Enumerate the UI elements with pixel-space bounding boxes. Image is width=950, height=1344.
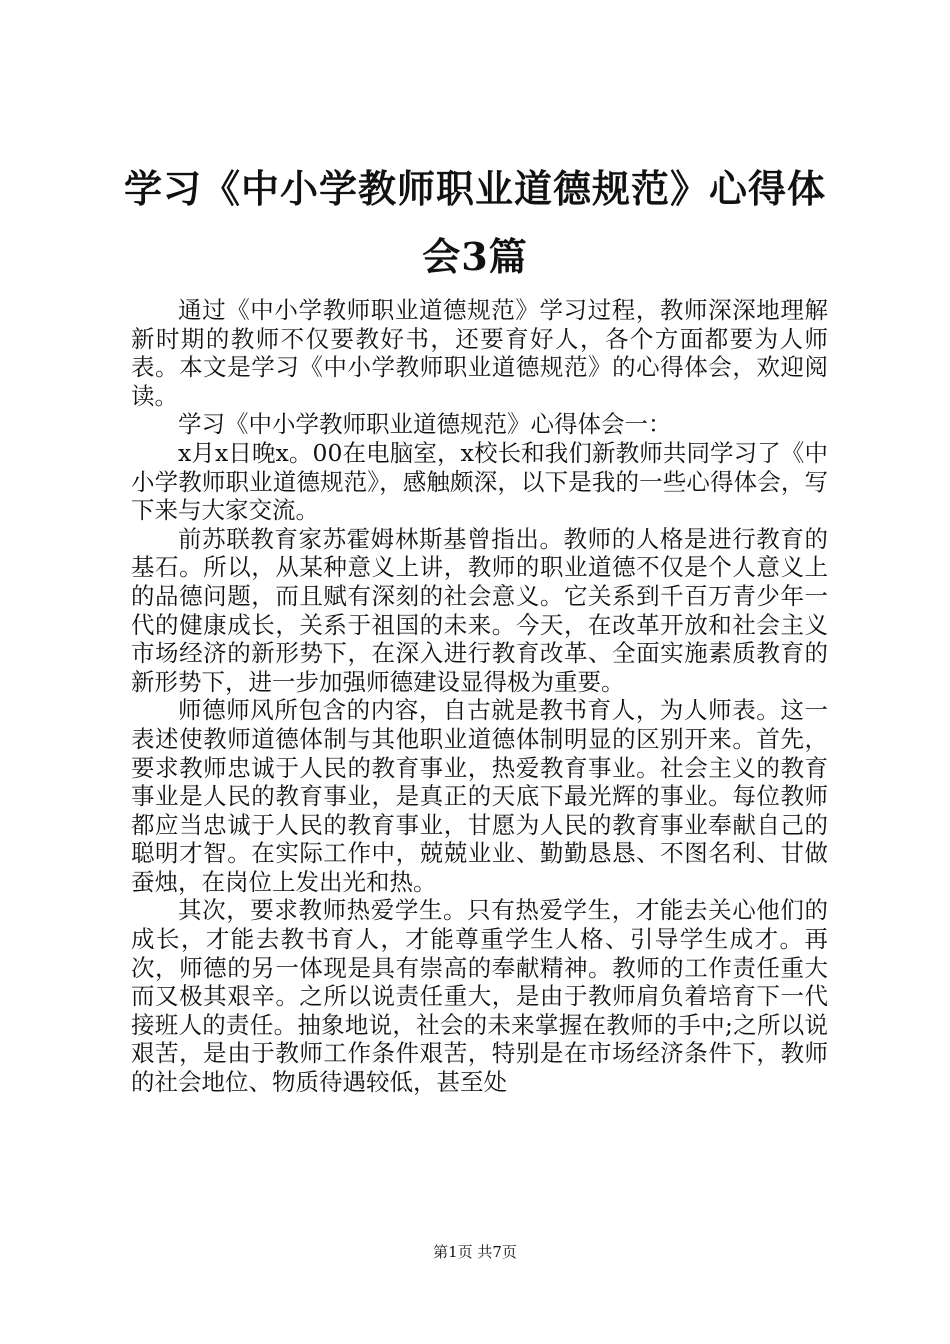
document-body [131,296,828,1097]
document-title: 学习《中小学教师职业道德规范》心得体会3篇 [123,166,826,279]
paragraph: 其次，要求教师热爱学生。只有热爱学生，才能去关心他们的成长，才能去教书育人，才能尊重学生人格、引导学生成才。再次，师德的另一体现是具有崇高的奉献精神。教师的工作责任重大而又极其艰辛。之所以说责任重大，是由于教师肩负着培育下一代接班人的责任。抽象地说，社会的未来掌握在教师的手中;之所以说艰苦，是由于教师工作条件艰苦，特别是在市场经济条件下，教师的社会地位、物质待遇较低，甚至处 [131,896,828,1097]
page-number-footer: 第1页 共7页 [433,1243,517,1261]
section-heading: 学习《中小学教师职业道德规范》心得体会一： [178,410,672,439]
paragraph: 师德师风所包含的内容，自古就是教书育人，为人师表。这一表述使教师道德体制与其他职业道德体制明显的区别开来。首先，要求教师忠诚于人民的教育事业，热爱教育事业。社会主义的教育事业是人民的教育事业，是真正的天底下最光辉的事业。每位教师都应当忠诚于人民的教育事业，甘愿为人民的教育事业奉献自己的聪明才智。在实际工作中，兢兢业业、勤勤恳恳、不图名利、甘做蚕烛，在岗位上发出光和热。 [131,696,828,896]
paragraph: x月x日晚x。00在电脑室，x校长和我们新教师共同学习了《中小学教师职业道德规范》，感触颇深，以下是我的一些心得体会，写下来与大家交流。 [131,438,828,525]
paragraph: 前苏联教育家苏霍姆林斯基曾指出。教师的人格是进行教育的基石。所以，从某种意义上讲，教师的职业道德不仅是个人意义上的品德问题，而且赋有深刻的社会意义。它关系到千百万青少年一代的健康成长，关系于祖国的未来。今天，在改革开放和社会主义市场经济的新形势下，在深入进行教育改革、全面实施素质教育的新形势下，进一步加强师德建设显得极为重要。 [131,524,828,696]
paragraph-intro: 通过《中小学教师职业道德规范》学习过程，教师深深地理解新时期的教师不仅要教好书，还要育好人，各个方面都要为人师表。本文是学习《中小学教师职业道德规范》的心得体会，欢迎阅读。 [131,296,828,410]
